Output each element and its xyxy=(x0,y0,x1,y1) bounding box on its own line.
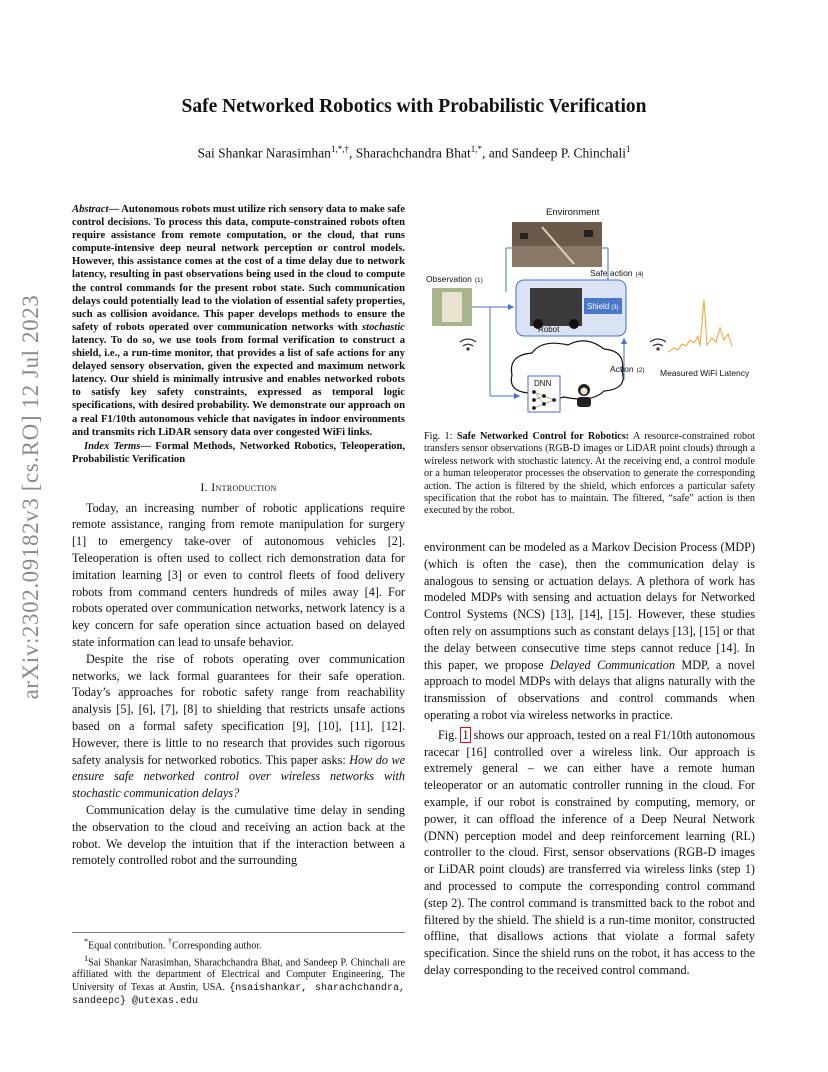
system-diagram xyxy=(424,200,758,422)
safe-action-step: (4) xyxy=(635,271,644,278)
paper-title: Safe Networked Robotics with Probabilistic Verification xyxy=(181,96,647,117)
right-column xyxy=(424,539,755,979)
footnote-2 xyxy=(72,953,405,1009)
safe-action-label xyxy=(590,268,643,278)
latency-trace xyxy=(668,300,732,352)
index-terms-label: Index Terms xyxy=(84,440,141,452)
right-paragraph-1 xyxy=(424,539,755,724)
observation-hallway xyxy=(442,292,462,322)
author-1-affiliation: 1,*,† xyxy=(330,144,349,154)
footnote-symbol: † xyxy=(167,937,173,946)
footnotes xyxy=(72,932,405,1008)
action-step: (2) xyxy=(636,367,645,374)
author-2-affiliation: 1,* xyxy=(470,144,483,154)
intro-paragraph-2 xyxy=(72,651,405,802)
observation-text: Observation xyxy=(426,274,472,284)
arxiv-identifier: arXiv:2302.09182v3 [cs.RO] 12 Jul 2023 xyxy=(18,294,43,700)
footnote-text: Corresponding author. xyxy=(172,940,262,952)
index-terms xyxy=(72,440,405,466)
environment-object xyxy=(584,230,593,237)
author-separator: , and xyxy=(482,145,512,161)
observation-label xyxy=(426,274,483,284)
intro-paragraph-2-text: Despite the rise of robots operating over communication networks, we lack formal guarantees for their safe operation. Today’s approaches for robotic safety range from reachability analysis [5], [6], [7], [8] to shielding that restricts unsafe actions based on a formal safety specification [9], [10], [11], [12]. However, there is little to no research that provides such rigorous safety analysis for networked robotics. This paper asks: xyxy=(72,651,405,767)
right-paragraph-1-text: environment can be modeled as a Markov Decision Process (MDP) (which is often the case), then the communication delay is analogous to sensing or actuation delays. A plethora of work has modeled MDPs with sensing and actuation delays for Networked Control Systems (NCS) [13], [14], [15]. However, these studies often rely on assumptions such as constant delays [13], [15] or that the delay between consecutive time steps cannot reduce [14]. In this paper, we propose xyxy=(424,540,755,672)
environment-floor xyxy=(512,246,602,267)
right-paragraph-2 xyxy=(424,727,755,979)
abstract-text-continued: latency. To do so, we use tools from formal verification to construct a shield, i.e., a run-time monitor, that provides a list of safe actions for any delayed sensory observation, given the expected and maximum network latency. Our shield is minimally intrusive and enables networked robots to satisfy key safety constraints, expressed as temporal logic specifications, with desired probability. We demonstrate our approach on a real F1/10th autonomous vehicle that navigates in indoor environments and transmits rich LiDAR sensory data over congested WiFi links. xyxy=(72,334,405,438)
caption-text: A resource-constrained robot transfers sensor observations (RGB-D images or LiDAR point clouds) through a wireless network with stochastic latency. At the receiving end, a control module or a human teleoperator processes the observation to generate the corresponding action. The action is filtered by the shield, which enforces a particular safety specification that the robot has to maintain. The filtered, “safe” action is then executed by the robot. xyxy=(424,431,755,517)
observation-step: (1) xyxy=(474,277,483,284)
author-separator: , xyxy=(348,145,356,161)
author-2: Sharachchandra Bhat xyxy=(355,145,471,161)
environment-object xyxy=(520,233,528,239)
section-number: I. xyxy=(200,479,212,494)
action-text: Action xyxy=(610,364,634,374)
footnote-symbol: * xyxy=(84,937,89,946)
caption-title: Safe Networked Control for Robotics: xyxy=(456,431,630,442)
environment-label: Environment xyxy=(546,207,600,218)
section-title: Introduction xyxy=(211,479,277,494)
safe-action-text: Safe action xyxy=(590,268,633,278)
abstract-dash: — xyxy=(108,204,122,215)
robot-wheel xyxy=(569,319,579,329)
footnote-text: Equal contribution. xyxy=(88,940,168,952)
caption-label: Fig. 1: xyxy=(424,431,457,442)
abstract xyxy=(72,203,405,439)
intro-paragraph-3: Communication delay is the cumulative time delay in sending the observation to the cloud and receiving an action back at the robot. We develop the intuition that if the interaction between a remotely controlled robot and the surrounding xyxy=(72,803,405,868)
figure-caption xyxy=(424,431,755,518)
index-terms-text: Formal Methods, Networked Robotics, Teleoperation, Probabilistic Verification xyxy=(72,440,405,465)
delayed-communication-term: Delayed Communication xyxy=(549,657,675,672)
index-terms-dash: — xyxy=(140,440,156,452)
dnn-label: DNN xyxy=(534,379,552,388)
shield-text: Shield xyxy=(587,302,610,311)
right-paragraph-2-text: shows our approach, tested on a real F1/10th autonomous racecar [16] controlled over a wireless link. Our approach is extremely general – we can either have a remote human teleoperator or an automatic controller running in the cloud. For example, if our robot is constrained by computing, memory, or power, it can offload the inference of a Deep Neural Network (DNN) perception model and deep reinforcement learning (RL) controller to the cloud. First, sensor observations (RGB-D images or LiDAR point clouds) are transferred via wireless links (step 1) and processed to compute the corresponding control command (step 2). The control command is transmitted back to the robot and filtered by the shield. The shield is a run-time monitor, constructed offline, that disallows actions that violate a formal safety specification. Since the shield runs on the robot, it has access to the delay corresponding to the received control command. xyxy=(424,727,755,977)
footnote-1 xyxy=(72,936,405,953)
figure-reference-link[interactable]: 1 xyxy=(462,727,469,742)
intro-paragraph-1: Today, an increasing number of robotic applications require remote assistance, ranging from remote manipulation for surgery [1] to emergency take-over of autonomous vehicles [2]. Teleoperation is often used to collect rich demonstration data for imitation learning [3] or even to control fleets of food delivery robots from command centers hundreds of miles away [4]. For robots operated over communication networks, network latency is a key concern for safe operation since actuation based on delayed state information can lead to unsafe behavior. xyxy=(72,500,405,650)
abstract-label: Abstract xyxy=(72,204,109,215)
abstract-text: Autonomous robots must utilize rich sensory data to make safe control decisions. To process this data, compute-constrained robots often require assistance from remote computation, or the cloud, that runs compute-intensive deep neural network perception or control models. However, this assistance comes at the cost of a time delay due to network latency, resulting in past observations being used in the cloud to compute the control commands for the present robot state. Such communication delays could potentially lead to the violation of essential safety properties, such as collision avoidance. This paper develops methods to ensure the safety of robots operated over communication networks with xyxy=(72,204,405,333)
action-label xyxy=(610,364,645,374)
shield-step: (3) xyxy=(611,305,619,311)
abstract-emphasis: stochastic xyxy=(362,321,405,333)
section-heading xyxy=(72,479,405,496)
author-3-affiliation: 1 xyxy=(626,144,631,154)
right-paragraph-2-prefix: Fig. xyxy=(438,727,461,742)
left-column xyxy=(72,203,405,869)
author-1: Sai Shankar Narasimhan xyxy=(197,145,331,161)
robot-label: Robot xyxy=(538,325,560,334)
figure-1 xyxy=(424,200,758,422)
research-question: How do we ensure safe networked control over wireless networks with stochastic communication delays? xyxy=(72,752,406,801)
latency-label: Measured WiFi Latency xyxy=(660,368,750,378)
wifi-icon xyxy=(650,339,666,350)
author-list xyxy=(60,144,768,162)
footnote-symbol: 1 xyxy=(84,953,89,963)
author-3: Sandeep P. Chinchali xyxy=(511,145,627,161)
author-emails: {nsaishankar, sharachchandra, sandeepc} @utexas.edu xyxy=(72,982,406,1007)
right-paragraph-1-continued: MDP, a novel approach to model MDPs with delays that aligns naturally with the transmission of observations and control commands when operating a robot via wireless networks in practice. xyxy=(424,657,755,722)
footnote-text: Sai Shankar Narasimhan, Sharachchandra Bhat, and Sandeep P. Chinchali are affiliated with the department of Electrical and Computer Engineering, The University of Texas at Austin, USA. xyxy=(72,956,405,993)
wifi-icon xyxy=(460,339,476,350)
